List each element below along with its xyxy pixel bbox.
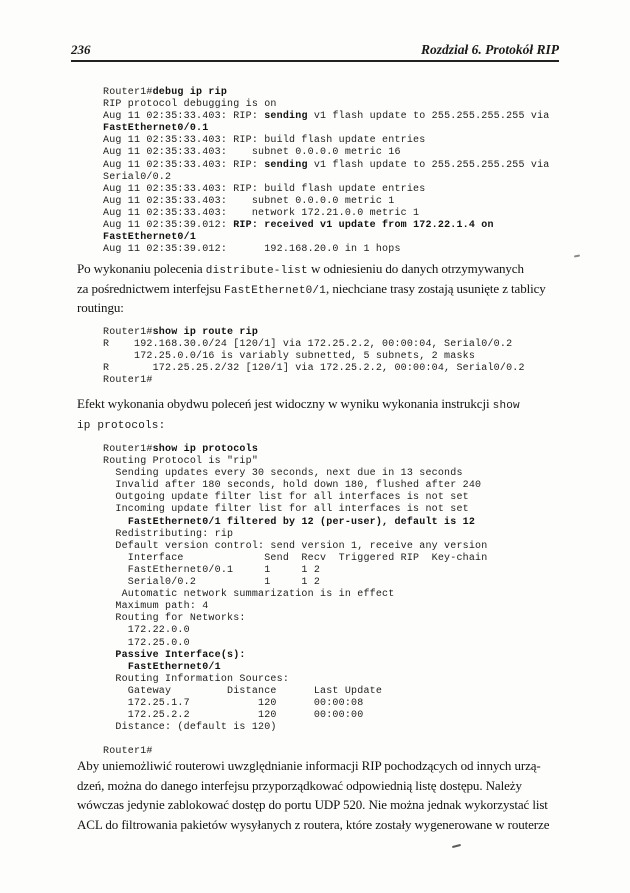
- chapter-title: Rozdział 6. Protokół RIP: [420, 42, 559, 57]
- paragraph-acl-filtering: Aby uniemożliwić routerowi uwzględnianie informacji RIP pochodzących od innych urzą- dzeń, można do danego interfejsu przyporządkować odpowiednią listę dostępu. Należy wówczas jedynie zablokować dostęp do portu UDP 520. Nie można jednak wykorzystać list ACL do filtrowania pakietów wysyłanych z routera, które zostały wygenerowane w routerze: [77, 758, 550, 832]
- code-listing-show-ip-protocols: Router1#show ip protocols Routing Protocol is "rip" Sending updates every 30 seconds, next due in 13 seconds Invalid after 180 seconds, hold down 180, flushed after 240 Outgoing update filter list for all interfaces is not set Incoming update filter list for all interfaces is not set FastEthernet0/1 filtered by 12 (per-user), default is 12 Redistributing: rip Default version control: send version 1, receive any version Interface Send Recv Triggered RIP Key-chain FastEthernet0/0.1 1 1 2 Serial0/0.2 1 1 2 Automatic network summarization is in effect Maximum path: 4 Routing for Networks: 172.22.0.0 172.25.0.0 Passive Interface(s): FastEthernet0/1 Routing Information Sources: Gateway Distance Last Update 172.25.1.7 120 00:00:08 172.25.2.2 120 00:00:00 Distance: (default is 120) Router1#: [103, 444, 488, 758]
- scan-artifact: [574, 254, 580, 257]
- code-listing-show-ip-route: Router1#show ip route rip R 192.168.30.0/24 [120/1] via 172.25.2.2, 00:00:04, Serial0/0.2 172.25.0.0/16 is variably subnetted, 5 subnets, 2 masks R 172.25.25.2/32 [120/1] via 172.25.2.2, 00:00:04, Serial0/0.2 Router1#: [103, 327, 525, 387]
- code-listing-debug-ip-rip: Router1#debug ip rip RIP protocol debugging is on Aug 11 02:35:33.403: RIP: sending v1 flash update to 255.255.255.255 via FastEthernet0/0.1 Aug 11 02:35:33.403: RIP: build flash update entries Aug 11 02:35:33.403: subnet 0.0.0.0 metric 16 Aug 11 02:35:33.403: RIP: sending v1 flash update to 255.255.255.255 via Serial0/0.2 Aug 11 02:35:33.403: RIP: build flash update entries Aug 11 02:35:33.403: subnet 0.0.0.0 metric 1 Aug 11 02:35:33.403: network 172.21.0.0 metric 1 Aug 11 02:35:39.012: RIP: received v1 update from 172.22.1.4 on FastEthernet0/1 Aug 11 02:35:39.012: 192.168.20.0 in 1 hops: [103, 87, 550, 256]
- page-number: 236: [71, 42, 91, 57]
- scan-artifact: [452, 844, 461, 848]
- paragraph-distribute-list: Po wykonaniu polecenia distribute-list w odniesieniu do danych otrzymywanych za pośrednictwem interfejsu FastEthernet0/1, niechciane trasy zostają usunięte z tablicy routingu:: [77, 261, 546, 316]
- paragraph-show-ip-protocols: Efekt wykonania obydwu poleceń jest widoczny w wyniku wykonania instrukcji show ip protocols:: [77, 396, 520, 432]
- page-header: [71, 42, 559, 62]
